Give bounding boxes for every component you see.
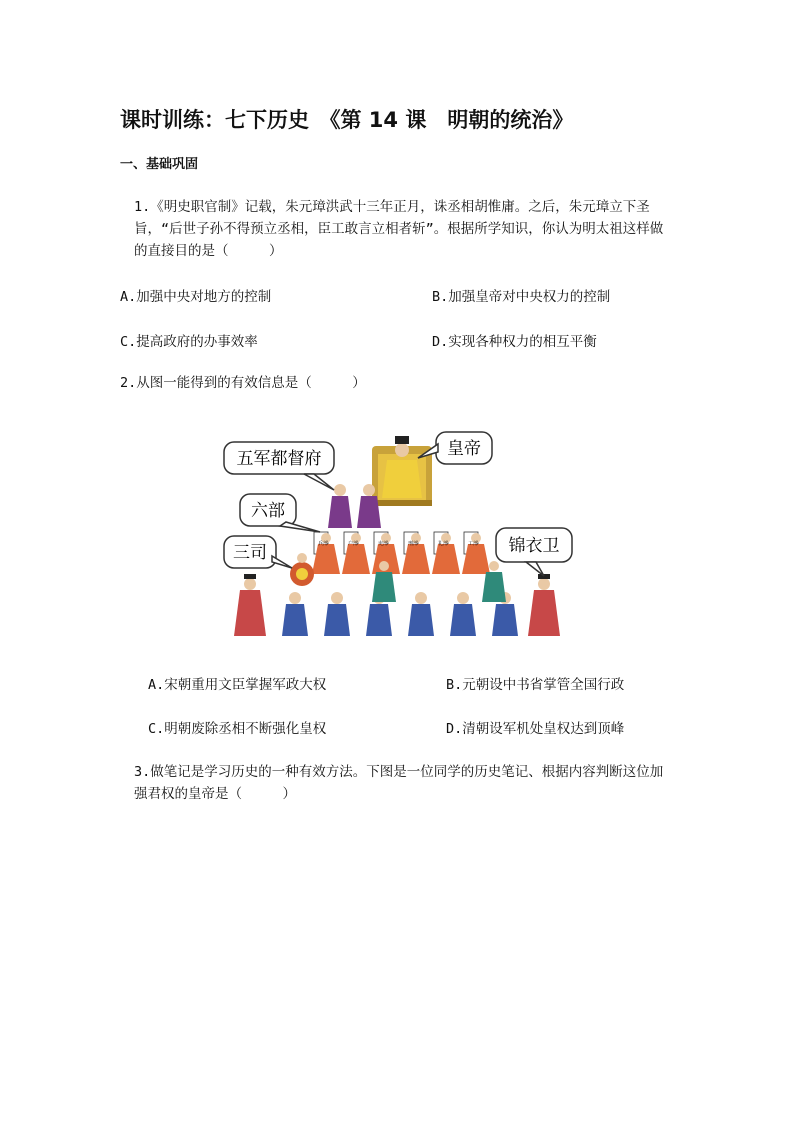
question-2: 2.从图一能得到的有效信息是（ ） <box>120 375 366 391</box>
q1-option-c: C.提高政府的办事效率 <box>120 334 258 350</box>
label-jinyiwei: 锦衣卫 <box>508 536 560 556</box>
label-sansi: 三司 <box>233 543 267 563</box>
q2-option-d: D.清朝设军机处皇权达到顶峰 <box>446 721 625 737</box>
board-text-4: 刑部 <box>408 541 419 547</box>
q2-option-b: B.元朝设中书省掌管全国行政 <box>446 677 625 693</box>
board-text-6: 工部 <box>468 541 479 547</box>
q1-option-b: B.加强皇帝对中央权力的控制 <box>432 289 611 305</box>
question-3: 3.做笔记是学习历史的一种有效方法。下图是一位同学的历史笔记、根据内容判断这位加强君权的皇帝是（ ） <box>134 764 664 802</box>
page-title: 课时训练：七下历史 《第 14 课 明朝的统治》 <box>120 108 574 132</box>
label-liubu: 六部 <box>251 501 285 521</box>
q2-option-a: A.宋朝重用文臣掌握军政大权 <box>148 677 327 693</box>
label-wujun: 五军都督府 <box>236 449 322 469</box>
q1-option-d: D.实现各种权力的相互平衡 <box>432 334 597 350</box>
board-text-3: 吏部 <box>378 541 389 547</box>
board-text-1: 兵部 <box>318 541 329 547</box>
question-1: 1.《明史职官制》记载，朱元璋洪武十三年正月，诛丞相胡惟庸。之后，朱元璋立下圣旨，“后世子孙不得预立丞相，臣工敢言立相者斩”。根据所学知识，你认为明太祖这样做的直接目的是（ ） <box>134 199 664 259</box>
q2-option-c: C.明朝废除丞相不断强化皇权 <box>148 721 327 737</box>
board-text-5: 礼部 <box>438 541 449 547</box>
label-huangdi: 皇帝 <box>447 439 481 459</box>
q1-option-a: A.加强中央对地方的控制 <box>120 289 272 305</box>
board-text-2: 户部 <box>348 541 359 547</box>
emperor-figure <box>372 436 432 506</box>
section-heading: 一、基础巩固 <box>120 157 199 172</box>
ming-government-illustration <box>222 424 578 638</box>
